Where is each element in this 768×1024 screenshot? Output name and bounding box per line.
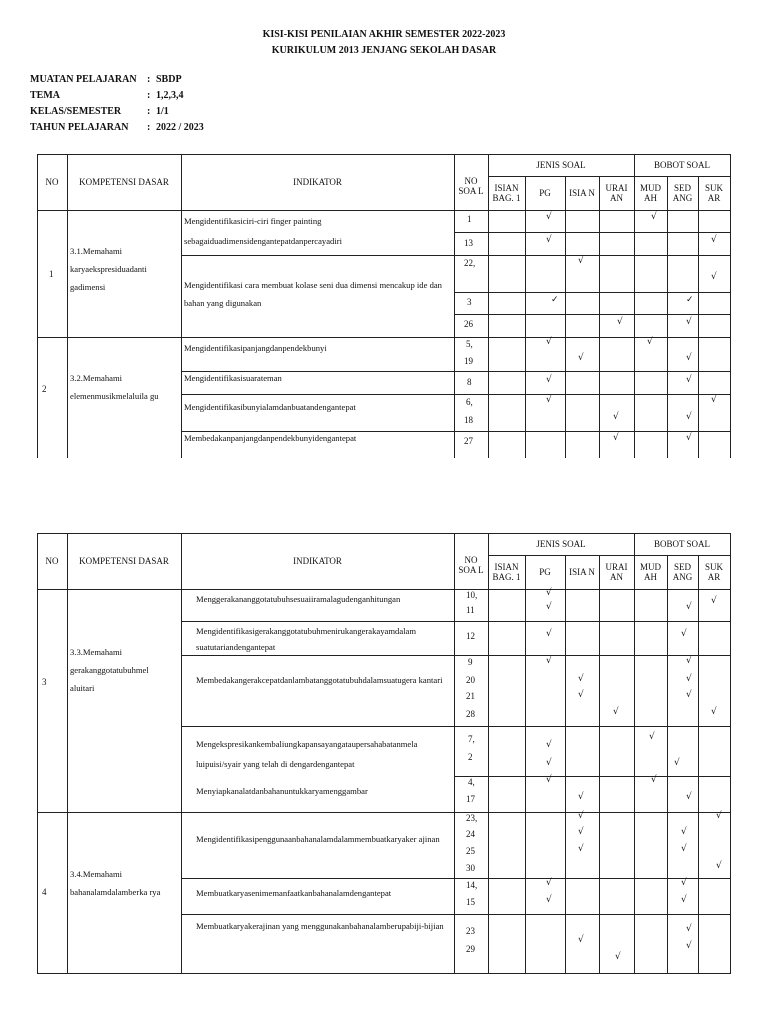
header-jenis-soal: JENIS SOAL <box>536 539 586 549</box>
meta-row-year: TAHUN PELAJARAN : 2022 / 2023 <box>30 122 204 133</box>
indicator-text: Mengidentifikasi cara membuat kolase seni dua dimensi mencakup ide dan bahan yang digunakan <box>184 280 442 308</box>
header-isian-bag: ISIAN BAG. 1 <box>492 562 521 582</box>
header-no-soal: NO SOA L <box>458 176 484 196</box>
check-mark: √ <box>686 353 692 363</box>
check-mark: √ <box>716 861 722 871</box>
question-number: 12 <box>466 631 475 641</box>
check-mark: √ <box>686 674 692 684</box>
indicator-text: Mengidentifikasibunyialamdanbuatandengantepat <box>184 402 356 412</box>
question-number: 23, <box>466 813 478 823</box>
check-mark: √ <box>578 792 584 802</box>
meta-row-subject: MUATAN PELAJARAN : SBDP <box>30 74 182 85</box>
check-mark: √ <box>686 412 692 422</box>
indicator-text: Mengidentifikasipenggunaanbahanalamdalammembuatkaryaker ajinan <box>196 834 440 844</box>
check-mark: √ <box>686 941 692 951</box>
check-mark: √ <box>711 272 717 282</box>
check-mark: √ <box>546 375 552 385</box>
meta-row-theme: TEMA : 1,2,3,4 <box>30 90 184 101</box>
check-mark: √ <box>578 690 584 700</box>
meta-row-class: KELAS/SEMESTER : 1/1 <box>30 106 169 117</box>
indicator-text: Membedakanpanjangdanpendekbunyidengantepat <box>184 433 357 443</box>
question-number: 23 <box>466 926 475 936</box>
indicator-text: Menggerakananggotatubuhsesuaiiramalagudenganhitungan <box>196 594 401 604</box>
indicator-text: Mengidentifikasisuarateman <box>184 373 282 383</box>
header-isian: ISIA N <box>569 188 595 198</box>
header-isian-bag: ISIAN BAG. 1 <box>492 183 521 203</box>
check-mark: √ <box>546 878 552 888</box>
grid-table-2 <box>37 533 731 974</box>
check-mark: √ <box>546 758 552 768</box>
document-title: KISI-KISI PENILAIAN AKHIR SEMESTER 2022-2023 <box>262 29 506 40</box>
header-mudah: MUD AH <box>639 183 661 203</box>
group-no: 2 <box>42 384 47 394</box>
check-mark: √ <box>681 844 687 854</box>
header-sukar: SUK AR <box>704 183 723 203</box>
check-mark: √ <box>681 827 687 837</box>
question-number: 11 <box>466 605 475 615</box>
header-mudah: MUD AH <box>639 562 661 582</box>
check-mark: √ <box>578 811 584 821</box>
question-number: 3 <box>467 297 472 307</box>
header-jenis-soal: JENIS SOAL <box>536 160 586 170</box>
indicator-text: Mengekspresikankembaliungkapansayangataupersahabatanmela luipuisi/syair yang telah di dengardengantepat <box>196 739 418 769</box>
question-number: 28 <box>466 709 475 719</box>
indicator-text: Mengidentifikasigerakanggotatubuhmenirukangerakayamdalam suatutariandengantepat <box>196 626 417 652</box>
header-indikator: INDIKATOR <box>293 177 342 187</box>
header-pg: PG <box>539 188 551 198</box>
check-mark: √ <box>711 395 717 405</box>
indicator-text: Membedakangerakcepatdanlambatanggotatubuhdalamsuatugera kantari <box>196 675 443 685</box>
question-number: 27 <box>464 436 473 446</box>
check-mark: √ <box>615 952 621 962</box>
question-number: 21 <box>466 691 475 701</box>
check-mark: √ <box>681 878 687 888</box>
indicator-text: Membuatkaryasenimemanfaatkanbahanalamdengantepat <box>196 888 392 898</box>
check-mark: √ <box>546 775 552 785</box>
check-mark: √ <box>546 629 552 639</box>
check-mark: √ <box>546 602 552 612</box>
check-mark: √ <box>546 740 552 750</box>
header-indikator: INDIKATOR <box>293 556 342 566</box>
header-no: NO <box>45 177 59 187</box>
check-mark: √ <box>674 758 680 768</box>
check-mark: √ <box>711 235 717 245</box>
question-number: 20 <box>466 675 475 685</box>
check-mark: √ <box>578 935 584 945</box>
header-kompetensi-dasar: KOMPETENSI DASAR <box>79 556 169 566</box>
check-mark: √ <box>546 337 552 347</box>
kompetensi-dasar-text: 3.2.Memahami elemenmusikmelaluila gu <box>70 373 159 401</box>
group-no: 3 <box>42 677 47 687</box>
check-mark: √ <box>681 895 687 905</box>
check-mark: √ <box>578 256 584 266</box>
group-no: 4 <box>42 887 47 897</box>
header-sedang: SED ANG <box>672 562 693 582</box>
question-number: 18 <box>464 415 473 425</box>
check-mark: ✓ <box>551 295 559 305</box>
header-bobot-soal: BOBOT SOAL <box>653 539 711 549</box>
header-kompetensi-dasar: KOMPETENSI DASAR <box>79 177 169 187</box>
check-mark: √ <box>686 317 692 327</box>
check-mark: √ <box>613 707 619 717</box>
check-mark: √ <box>578 353 584 363</box>
header-uraian: URAI AN <box>605 183 628 203</box>
check-mark: √ <box>686 924 692 934</box>
check-mark: √ <box>649 732 655 742</box>
question-number: 4, <box>468 777 475 787</box>
check-mark: √ <box>686 433 692 443</box>
check-mark: √ <box>681 629 687 639</box>
header-uraian: URAI AN <box>605 562 628 582</box>
check-mark: √ <box>578 827 584 837</box>
check-mark: √ <box>686 792 692 802</box>
check-mark: ✓ <box>686 295 694 305</box>
question-number: 19 <box>464 356 473 366</box>
grid-table-1 <box>37 154 731 458</box>
question-number: 1 <box>467 214 472 224</box>
indicator-text: Mengidentifikasiciri-ciri finger painting sebagaiduadimensidengantepatdanpercayadiri <box>184 216 342 246</box>
check-mark: √ <box>647 337 653 347</box>
check-mark: √ <box>613 433 619 443</box>
kompetensi-dasar-text: 3.3.Memahami gerakanggotatubuhmel aluitari <box>70 647 149 693</box>
indicator-text: Mengidentifikasipanjangdanpendekbunyi <box>184 343 327 353</box>
check-mark: √ <box>686 375 692 385</box>
check-mark: √ <box>546 212 552 222</box>
header-sukar: SUK AR <box>704 562 723 582</box>
indicator-text: Membuatkaryakerajinan yang menggunakanbahanalamberupabiji-bijian <box>196 921 444 931</box>
check-mark: √ <box>651 775 657 785</box>
question-number: 17 <box>466 794 475 804</box>
header-pg: PG <box>539 567 551 577</box>
question-number: 29 <box>466 944 475 954</box>
question-number: 7, <box>468 734 475 744</box>
check-mark: √ <box>686 656 692 666</box>
check-mark: √ <box>711 596 717 606</box>
question-number: 9 <box>468 657 473 667</box>
check-mark: √ <box>546 895 552 905</box>
indicator-text: Menyiapkanalatdanbahanuntukkaryamenggambar <box>196 786 368 796</box>
check-mark: √ <box>617 317 623 327</box>
question-number: 2 <box>468 752 473 762</box>
question-number: 6, <box>466 397 473 407</box>
check-mark: √ <box>686 602 692 612</box>
question-number: 30 <box>466 863 475 873</box>
question-number: 5, <box>466 339 473 349</box>
document-subtitle: KURIKULUM 2013 JENJANG SEKOLAH DASAR <box>271 45 497 56</box>
header-no-soal: NO SOA L <box>458 555 484 575</box>
question-number: 14, <box>466 880 478 890</box>
check-mark: √ <box>651 212 657 222</box>
check-mark: √ <box>578 844 584 854</box>
header-sedang: SED ANG <box>672 183 693 203</box>
question-number: 26 <box>464 319 473 329</box>
question-number: 13 <box>464 238 473 248</box>
question-number: 22, <box>464 258 476 268</box>
check-mark: √ <box>711 707 717 717</box>
question-number: 25 <box>466 846 475 856</box>
check-mark: √ <box>546 656 552 666</box>
check-mark: √ <box>686 690 692 700</box>
check-mark: √ <box>546 235 552 245</box>
check-mark: √ <box>546 395 552 405</box>
meta-block <box>30 72 204 136</box>
kompetensi-dasar-text: 3.4.Memahami bahanalamdalamberka rya <box>70 869 161 897</box>
question-number: 8 <box>467 377 472 387</box>
header-isian: ISIA N <box>569 567 595 577</box>
check-mark: √ <box>546 588 552 598</box>
kompetensi-dasar-text: 3.1.Memahami karyaekspresiduadanti gadimensi <box>70 246 147 292</box>
header-no: NO <box>45 556 59 566</box>
question-number: 24 <box>466 829 475 839</box>
check-mark: √ <box>578 674 584 684</box>
header-bobot-soal: BOBOT SOAL <box>653 160 711 170</box>
check-mark: √ <box>613 412 619 422</box>
group-no: 1 <box>49 269 54 279</box>
question-number: 10, <box>466 590 478 600</box>
question-number: 15 <box>466 897 475 907</box>
check-mark: √ <box>716 811 722 821</box>
